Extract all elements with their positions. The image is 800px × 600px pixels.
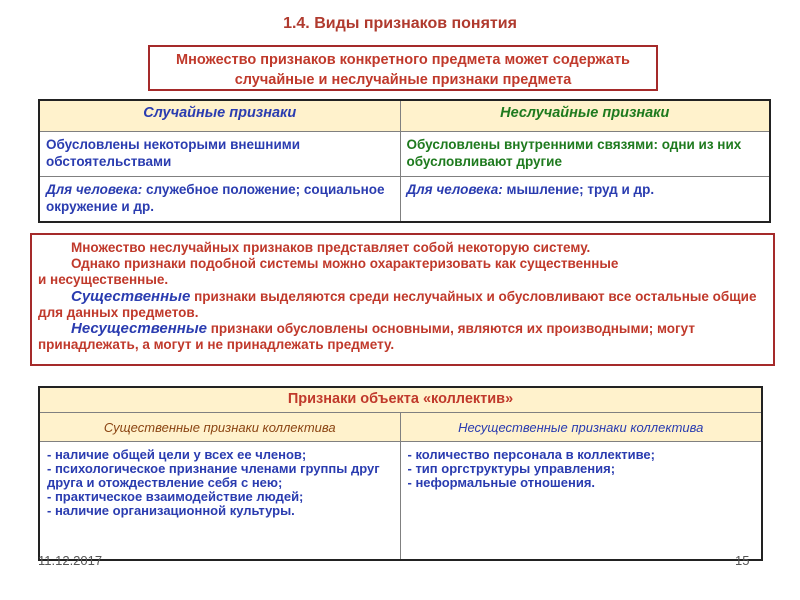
random-features-header: Случайные признаки	[39, 100, 400, 132]
essential-collective-header: Существенные признаки коллектива	[39, 413, 400, 442]
list-item: - неформальные отношения.	[407, 475, 596, 490]
page-number: 15	[735, 553, 750, 568]
list-item: - тип оргструктуры управления;	[407, 461, 616, 476]
essential-collective-list	[39, 442, 400, 561]
nonrandom-example-prefix: Для человека:	[406, 182, 503, 197]
list-item: - психологическое признание членами группы друг друга и отождествление себя с нею;	[47, 461, 380, 490]
feature-types-table	[38, 99, 771, 223]
footer-date: 11.12.2017	[38, 553, 103, 568]
nonessential-collective-list	[400, 442, 762, 561]
nonrandom-example-text: мышление; труд и др.	[502, 182, 655, 197]
nonessential-collective-header: Несущественные признаки коллектива	[400, 413, 762, 442]
system-paragraph-1: Множество неслучайных признаков представляет собой некоторую систему.	[71, 240, 591, 255]
system-explanation-box	[30, 233, 775, 366]
random-features-description: Обусловлены некоторыми внешними обстоятельствами	[39, 132, 400, 177]
system-paragraph-2-line-1: Однако признаки подобной системы можно охарактеризовать как существенные	[71, 256, 619, 272]
nonessential-term: Несущественные	[71, 320, 208, 338]
nonrandom-features-header: Неслучайные признаки	[400, 100, 770, 132]
intro-box	[148, 45, 658, 91]
system-paragraph-4	[38, 321, 767, 353]
nonrandom-features-description: Обусловлены внутренними связями: одни из них обусловливают другие	[400, 132, 770, 177]
list-item: - количество персонала в коллективе;	[407, 447, 655, 462]
intro-line-1: Множество признаков конкретного предмета может содержать	[176, 52, 630, 68]
collective-features-table	[38, 386, 763, 561]
list-item: - наличие организационной культуры.	[47, 503, 295, 518]
essential-term: Существенные	[71, 287, 191, 305]
intro-line-2: случайные и неслучайные признаки предмета	[234, 72, 572, 88]
system-paragraph-2-line-2: и несущественные.	[38, 272, 169, 288]
list-item: - наличие общей цели у всех ее членов;	[47, 447, 307, 462]
collective-table-header: Признаки объекта «коллектив»	[39, 387, 762, 413]
list-item: - практическое взаимодействие людей;	[47, 489, 304, 504]
system-paragraph-3	[38, 289, 767, 321]
nonrandom-features-example	[400, 177, 770, 223]
essential-definition: признаки выделяются среди неслучайных и обусловливают все остальные общие для данных предметов.	[38, 288, 757, 320]
random-example-prefix: Для человека:	[46, 182, 143, 197]
slide-title: 1.4. Виды признаков понятия	[283, 15, 517, 32]
nonessential-definition: признаки обусловлены основными, являются их производными; могут принадлежать, а могут и не принадлежать предмету.	[38, 321, 695, 353]
random-example-text: служебное положение; социальное окружение и др.	[46, 182, 385, 214]
random-features-example	[39, 177, 400, 223]
